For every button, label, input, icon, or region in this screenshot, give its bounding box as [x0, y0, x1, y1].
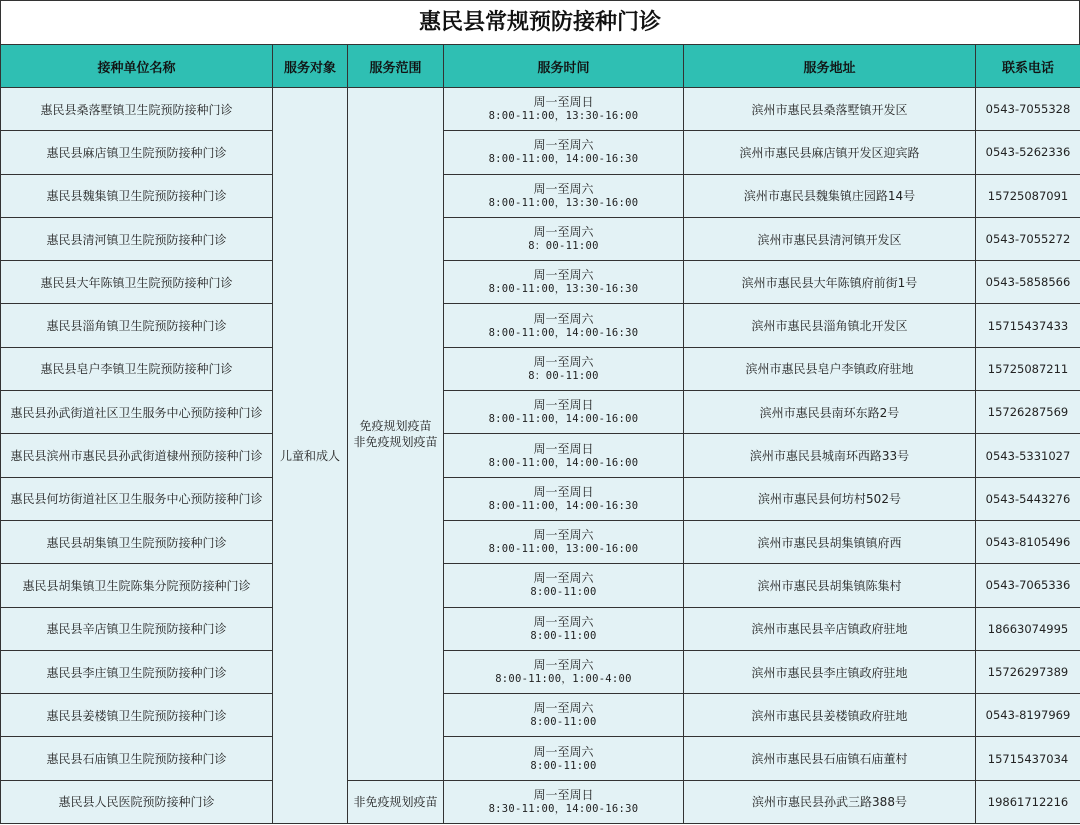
clinic-table — [0, 44, 1080, 824]
time-cell — [444, 174, 684, 217]
time-hours: 8：00-11:00 — [528, 240, 599, 253]
table-row — [1, 564, 1080, 607]
time-hours: 8:00-11:00，1:00-4:00 — [495, 673, 632, 685]
time-days: 周一至周六 — [533, 311, 594, 326]
address-cell: 滨州市惠民县李庄镇政府驻地 — [684, 650, 976, 693]
time-days: 周一至周六 — [533, 614, 594, 629]
time-cell — [444, 88, 684, 131]
unit-cell: 惠民县辛店镇卫生院预防接种门诊 — [1, 607, 273, 650]
address-cell: 滨州市惠民县皂户李镇政府驻地 — [684, 347, 976, 390]
time-cell — [444, 737, 684, 780]
time-hours: 8:30-11:00，14:00-16:30 — [488, 802, 639, 815]
time-cell — [444, 304, 684, 347]
time-days: 周一至周六 — [533, 138, 594, 153]
unit-cell: 惠民县大年陈镇卫生院预防接种门诊 — [1, 261, 273, 304]
unit-cell: 惠民县皂户李镇卫生院预防接种门诊 — [1, 347, 273, 390]
unit-cell: 惠民县人民医院预防接种门诊 — [1, 780, 273, 823]
header-target: 服务对象 — [273, 45, 348, 88]
page-title: 惠民县常规预防接种门诊 — [0, 0, 1080, 44]
header-phone: 联系电话 — [976, 45, 1080, 88]
unit-cell: 惠民县何坊街道社区卫生服务中心预防接种门诊 — [1, 477, 273, 520]
time-days: 周一至周日 — [533, 787, 594, 802]
phone-cell: 15715437034 — [976, 737, 1080, 780]
time-days: 周一至周六 — [533, 701, 594, 716]
unit-cell: 惠民县姜楼镇卫生院预防接种门诊 — [1, 694, 273, 737]
table-row — [1, 304, 1080, 347]
time-hours: 8:00-11:00 — [530, 586, 597, 599]
time-hours: 8:00-11:00，14:00-16:00 — [488, 456, 639, 469]
phone-cell: 15726287569 — [976, 391, 1080, 434]
table-row — [1, 174, 1080, 217]
phone-cell: 0543-7055328 — [976, 88, 1080, 131]
table-row — [1, 477, 1080, 520]
time-days: 周一至周日 — [533, 484, 594, 499]
time-hours: 8：00-11:00 — [528, 369, 599, 382]
address-cell: 滨州市惠民县淄角镇北开发区 — [684, 304, 976, 347]
time-hours: 8:00-11:00 — [530, 629, 597, 642]
table-row — [1, 217, 1080, 260]
time-cell — [444, 780, 684, 823]
table-row — [1, 261, 1080, 304]
address-cell: 滨州市惠民县南环东路2号 — [684, 391, 976, 434]
time-days: 周一至周日 — [533, 95, 594, 110]
scope-line-2: 非免疫规划疫苗 — [353, 434, 438, 449]
time-cell — [444, 477, 684, 520]
phone-cell: 15715437433 — [976, 304, 1080, 347]
time-cell — [444, 694, 684, 737]
time-days: 周一至周六 — [533, 658, 594, 672]
unit-cell: 惠民县孙武街道社区卫生服务中心预防接种门诊 — [1, 391, 273, 434]
address-cell: 滨州市惠民县桑落墅镇开发区 — [684, 88, 976, 131]
address-cell: 滨州市惠民县胡集镇镇府西 — [684, 520, 976, 563]
time-days: 周一至周日 — [533, 398, 594, 413]
phone-cell: 0543-5262336 — [976, 131, 1080, 174]
time-cell — [444, 261, 684, 304]
unit-cell: 惠民县胡集镇卫生院预防接种门诊 — [1, 520, 273, 563]
header-time: 服务时间 — [444, 45, 684, 88]
phone-cell: 0543-8105496 — [976, 520, 1080, 563]
time-hours: 8:00-11:00，13:30-16:30 — [488, 283, 639, 296]
time-hours: 8:00-11:00，14:00-16:30 — [488, 153, 639, 166]
time-days: 周一至周六 — [533, 744, 594, 759]
unit-cell: 惠民县清河镇卫生院预防接种门诊 — [1, 217, 273, 260]
scope-cell-main — [348, 88, 444, 781]
time-hours: 8:00-11:00 — [530, 716, 597, 729]
time-cell — [444, 131, 684, 174]
scope-cell-last: 非免疫规划疫苗 — [348, 780, 444, 823]
header-unit: 接种单位名称 — [1, 45, 273, 88]
address-cell: 滨州市惠民县清河镇开发区 — [684, 217, 976, 260]
address-cell: 滨州市惠民县辛店镇政府驻地 — [684, 607, 976, 650]
unit-cell: 惠民县滨州市惠民县孙武街道棣州预防接种门诊 — [1, 434, 273, 477]
time-days: 周一至周六 — [533, 181, 594, 196]
phone-cell: 0543-5443276 — [976, 477, 1080, 520]
header-address: 服务地址 — [684, 45, 976, 88]
unit-cell: 惠民县胡集镇卫生院陈集分院预防接种门诊 — [1, 564, 273, 607]
phone-cell: 0543-7055272 — [976, 217, 1080, 260]
time-days: 周一至周日 — [533, 441, 594, 456]
table-row — [1, 737, 1080, 780]
time-hours: 8:00-11:00，14:00-16:30 — [488, 499, 639, 512]
address-cell: 滨州市惠民县胡集镇陈集村 — [684, 564, 976, 607]
time-hours: 8:00-11:00，14:00-16:00 — [488, 413, 639, 426]
time-days: 周一至周六 — [533, 528, 594, 543]
address-cell: 滨州市惠民县大年陈镇府前街1号 — [684, 261, 976, 304]
unit-cell: 惠民县麻店镇卫生院预防接种门诊 — [1, 131, 273, 174]
phone-cell: 15725087211 — [976, 347, 1080, 390]
time-cell — [444, 520, 684, 563]
scope-line-1: 免疫规划疫苗 — [359, 418, 432, 433]
time-cell — [444, 217, 684, 260]
time-cell — [444, 607, 684, 650]
phone-cell: 0543-8197969 — [976, 694, 1080, 737]
address-cell: 滨州市惠民县姜楼镇政府驻地 — [684, 694, 976, 737]
phone-cell: 15726297389 — [976, 650, 1080, 693]
phone-cell: 0543-7065336 — [976, 564, 1080, 607]
unit-cell: 惠民县李庄镇卫生院预防接种门诊 — [1, 650, 273, 693]
time-hours: 8:00-11:00，14:00-16:30 — [488, 326, 639, 339]
phone-cell: 15725087091 — [976, 174, 1080, 217]
address-cell: 滨州市惠民县麻店镇开发区迎宾路 — [684, 131, 976, 174]
phone-cell: 0543-5858566 — [976, 261, 1080, 304]
table-row — [1, 520, 1080, 563]
address-cell: 滨州市惠民县城南环西路33号 — [684, 434, 976, 477]
time-cell — [444, 347, 684, 390]
target-cell: 儿童和成人 — [273, 88, 348, 824]
time-cell — [444, 391, 684, 434]
time-hours: 8:00-11:00 — [530, 759, 597, 772]
address-cell: 滨州市惠民县何坊村502号 — [684, 477, 976, 520]
table-row — [1, 131, 1080, 174]
time-cell — [444, 564, 684, 607]
time-days: 周一至周六 — [533, 571, 594, 586]
phone-cell: 18663074995 — [976, 607, 1080, 650]
table-row — [1, 607, 1080, 650]
table-row — [1, 391, 1080, 434]
time-days: 周一至周六 — [533, 354, 594, 369]
table-row — [1, 694, 1080, 737]
header-scope: 服务范围 — [348, 45, 444, 88]
address-cell: 滨州市惠民县魏集镇庄园路14号 — [684, 174, 976, 217]
table-row — [1, 347, 1080, 390]
table-header-row — [1, 45, 1080, 88]
time-days: 周一至周六 — [533, 225, 594, 240]
unit-cell: 惠民县魏集镇卫生院预防接种门诊 — [1, 174, 273, 217]
address-cell: 滨州市惠民县孙武三路388号 — [684, 780, 976, 823]
address-cell: 滨州市惠民县石庙镇石庙董村 — [684, 737, 976, 780]
unit-cell: 惠民县桑落墅镇卫生院预防接种门诊 — [1, 88, 273, 131]
time-hours: 8:00-11:00，13:30-16:00 — [488, 110, 639, 123]
time-hours: 8:00-11:00，13:00-16:00 — [488, 543, 639, 556]
table-row — [1, 88, 1080, 131]
unit-cell: 惠民县淄角镇卫生院预防接种门诊 — [1, 304, 273, 347]
table-row — [1, 780, 1080, 823]
phone-cell: 0543-5331027 — [976, 434, 1080, 477]
table-row — [1, 650, 1080, 693]
time-cell — [444, 650, 684, 693]
table-row — [1, 434, 1080, 477]
unit-cell: 惠民县石庙镇卫生院预防接种门诊 — [1, 737, 273, 780]
phone-cell: 19861712216 — [976, 780, 1080, 823]
time-hours: 8:00-11:00，13:30-16:00 — [488, 196, 639, 209]
time-cell — [444, 434, 684, 477]
time-days: 周一至周六 — [533, 268, 594, 283]
